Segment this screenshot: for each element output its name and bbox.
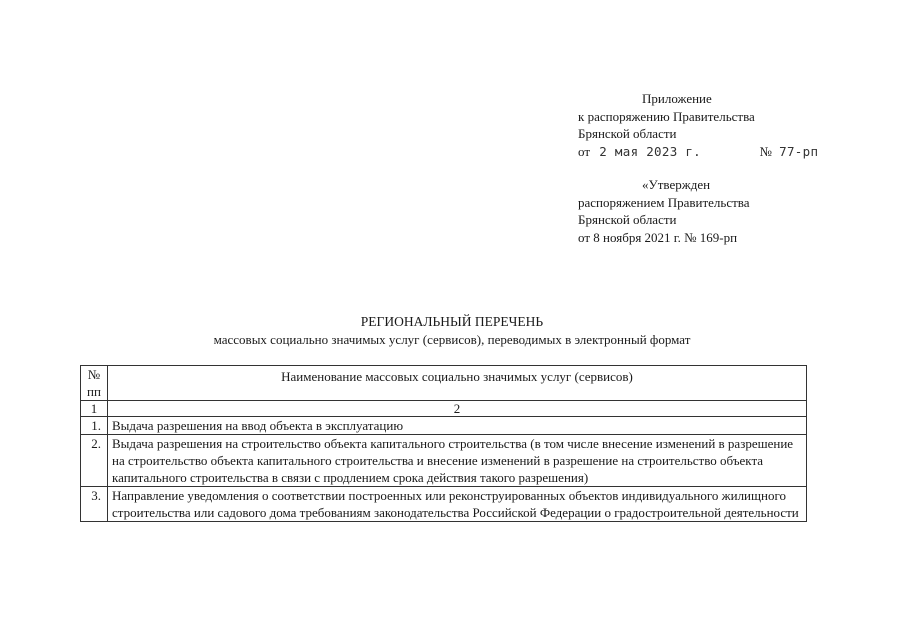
services-table — [80, 365, 807, 522]
document-title — [0, 313, 904, 349]
column-number-2: 2 — [108, 401, 807, 417]
row-service-name: Выдача разрешения на ввод объекта в эксплуатацию — [108, 417, 807, 435]
header-name-cell: Наименование массовых социально значимых услуг (сервисов) — [108, 366, 807, 401]
row-service-name: Выдача разрешения на строительство объекта капитального строительства (в том числе внесение изменений в разрешение на строительство объекта капитального строительства и внесение изменений в разрешение на строительство объекта капитального строительства в связи с продлением срока действия такого разрешения) — [108, 435, 807, 487]
table-header-row — [81, 366, 807, 401]
approved-line-date: от 8 ноября 2021 г. № 169-рп — [578, 229, 738, 245]
header-num-cell — [81, 366, 108, 401]
appendix-line-region: Брянской области — [578, 126, 677, 141]
appendix-number-label: № — [759, 143, 772, 159]
table-column-numbering-row — [81, 401, 807, 417]
appendix-date-line — [578, 143, 878, 161]
row-service-name: Направление уведомления о соответствии построенных или реконструированных объектов индивидуального жилищного строительства или садового дома требованиям законодательства Российской Федерации о градостроительной деятельности — [108, 487, 807, 522]
row-number: 3. — [81, 487, 108, 522]
header-num-abbrev: пп — [87, 384, 101, 399]
document-title-sub: массовых социально значимых услуг (сервисов), переводимых в электронный формат — [213, 332, 691, 347]
appendix-title: Приложение — [642, 91, 712, 106]
table-row — [81, 435, 807, 487]
approved-title: «Утвержден — [642, 177, 711, 192]
approved-line-region: Брянской области — [578, 212, 677, 227]
table-row — [81, 417, 807, 435]
approved-line-order: распоряжением Правительства — [578, 194, 750, 210]
appendix-date-value: 2 мая 2023 г. — [599, 143, 701, 159]
header-num-symbol: № — [87, 367, 101, 382]
row-number: 2. — [81, 435, 108, 487]
document-title-main: РЕГИОНАЛЬНЫЙ ПЕРЕЧЕНЬ — [360, 314, 544, 329]
appendix-number-value: 77-рп — [779, 143, 819, 159]
appendix-line-order: к распоряжению Правительства — [578, 108, 755, 124]
approved-header — [578, 176, 878, 246]
column-number-1: 1 — [81, 401, 108, 417]
table-row — [81, 487, 807, 522]
appendix-header — [578, 90, 878, 160]
row-number: 1. — [81, 417, 108, 435]
appendix-date-prefix: от — [578, 143, 591, 159]
